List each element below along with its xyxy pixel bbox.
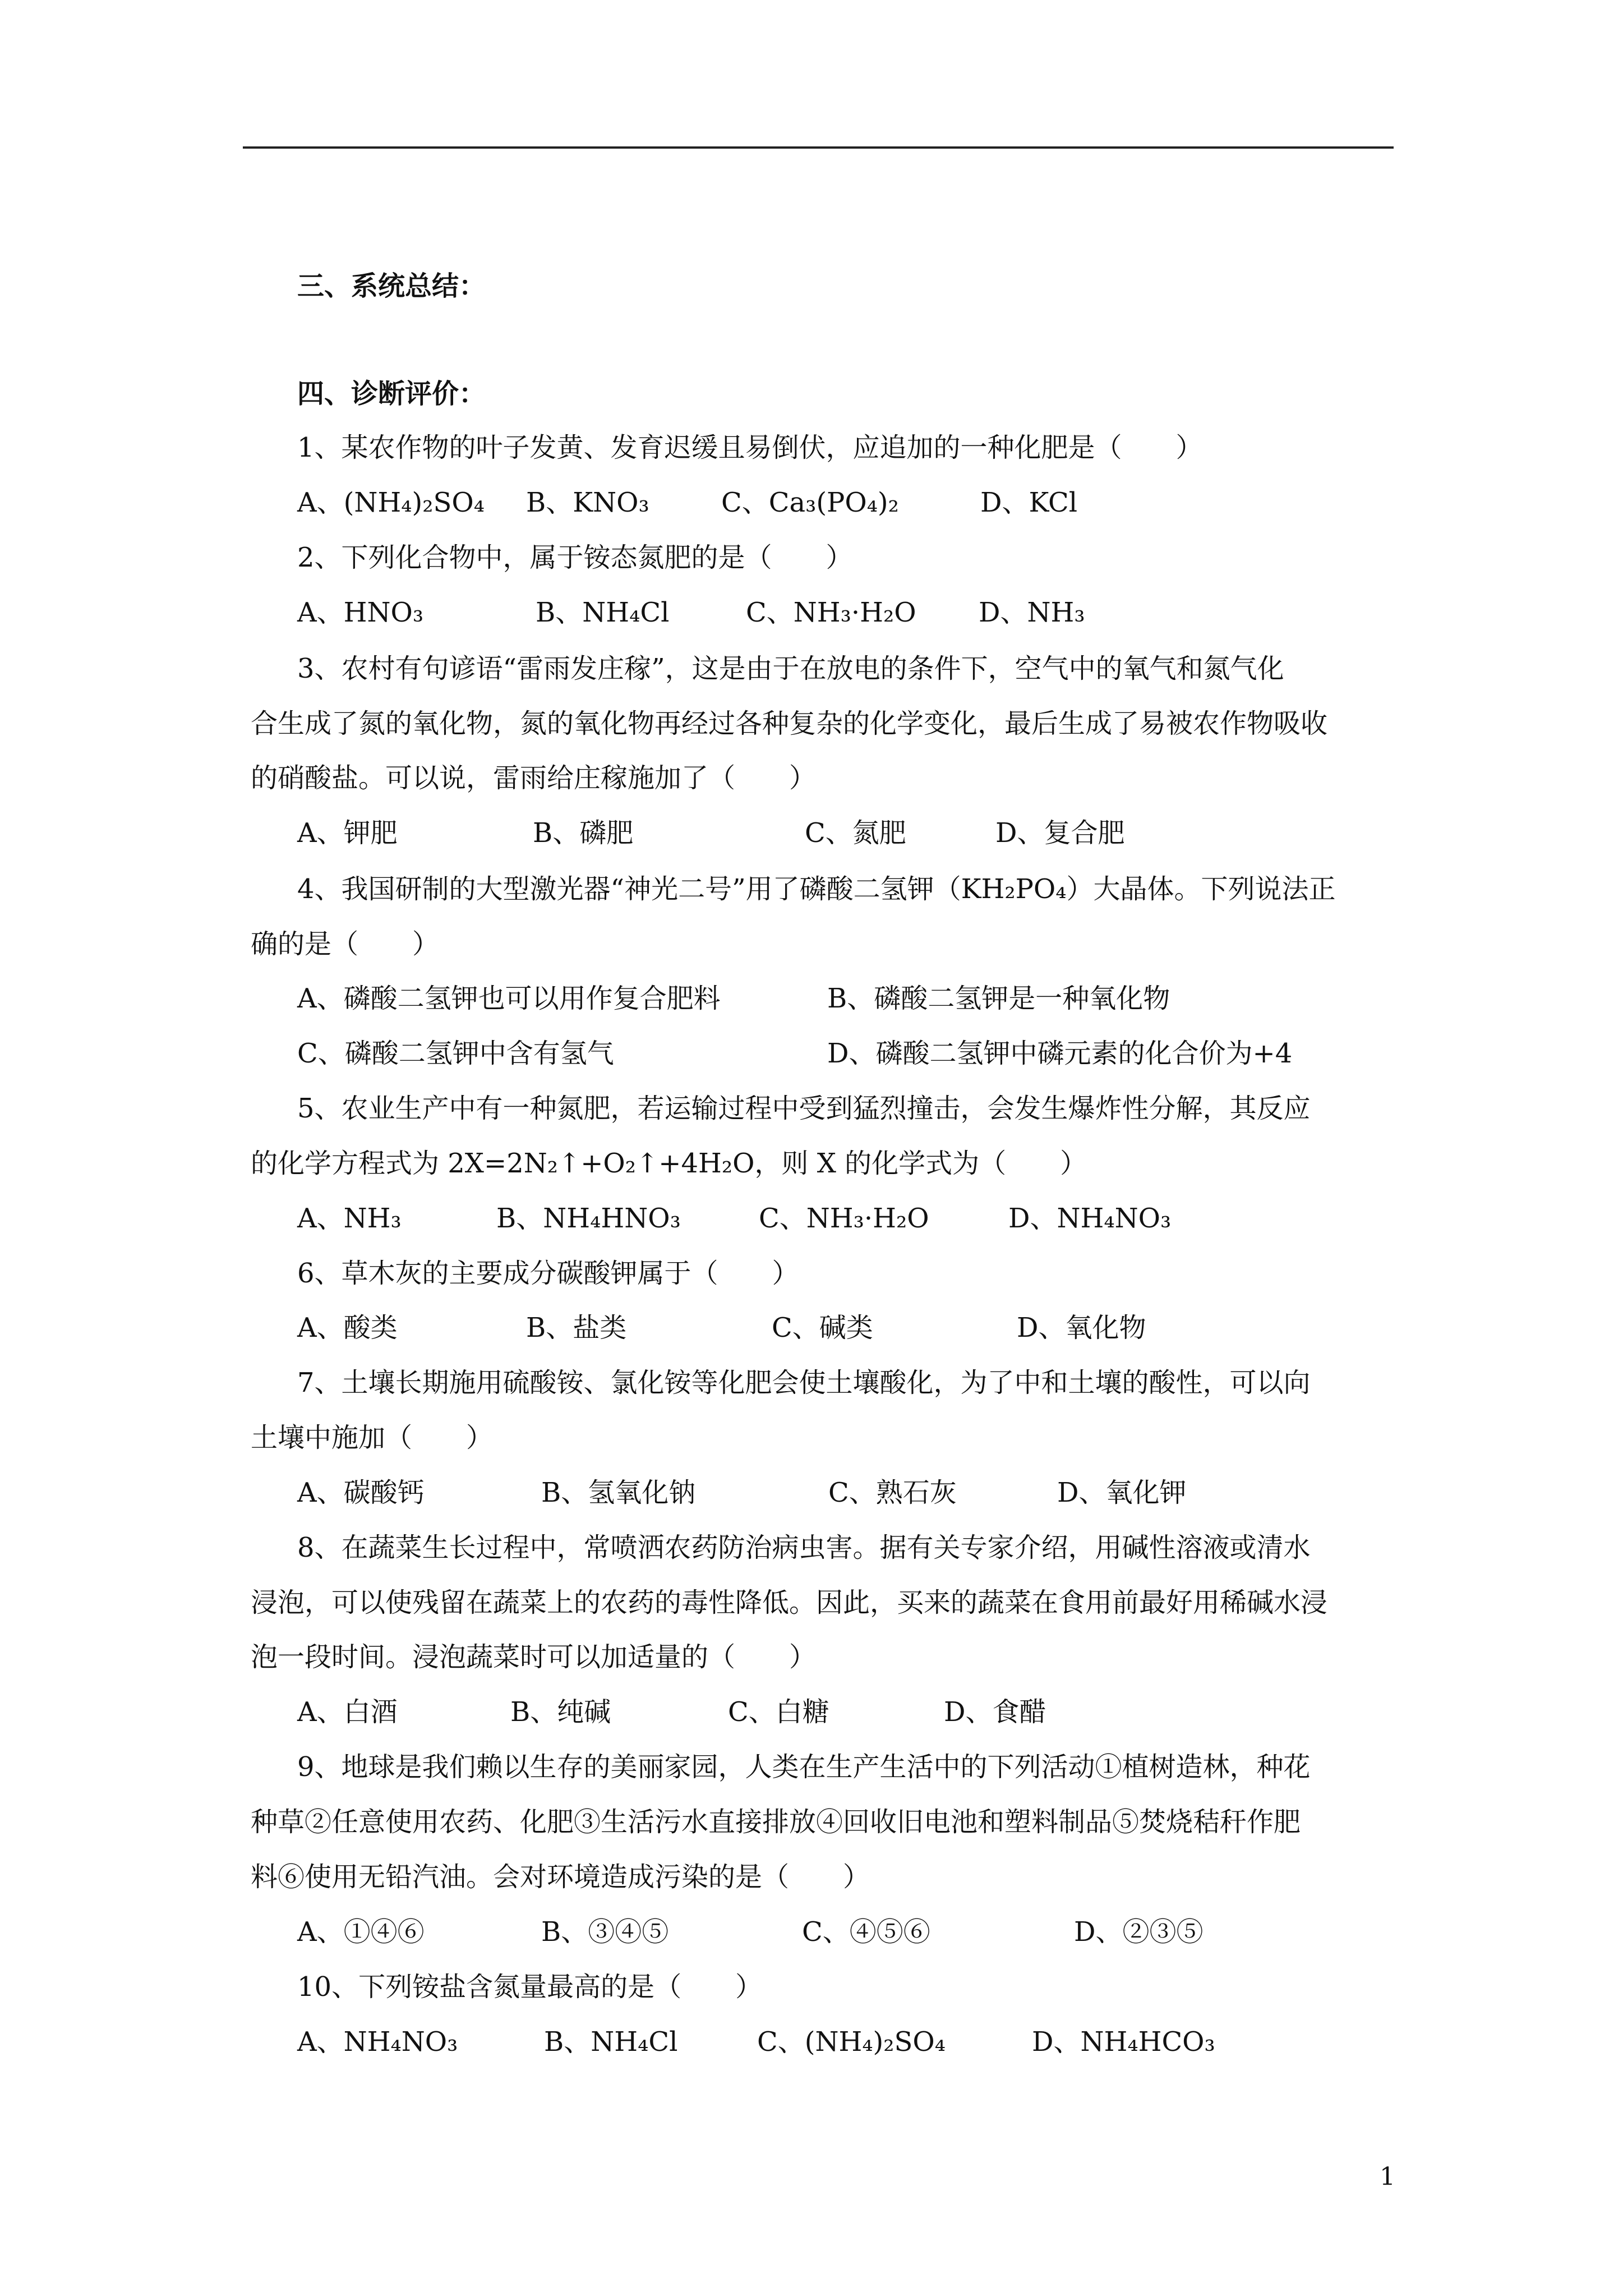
question-8-text-line-3: 泡一段时间。浸泡蔬菜时可以加适量的（ ） [251, 1641, 817, 1673]
question-3-options [297, 816, 1125, 850]
question-5-options [297, 1202, 1171, 1235]
option-d: D、NH₄HCO₃ [1032, 2026, 1215, 2058]
option-a: A、钾肥 [297, 817, 398, 849]
question-9-text: 9、地球是我们赖以生存的美丽家园，人类在生产生活中的下列活动①植树造林，种花 [297, 1751, 1311, 1783]
option-b: B、磷酸二氢钾是一种氧化物 [827, 983, 1170, 1014]
option-c: C、(NH₄)₂SO₄ [757, 2026, 946, 2058]
option-c: C、氮肥 [805, 817, 906, 849]
option-c: C、NH₃·H₂O [759, 1203, 929, 1234]
option-d: D、氧化钾 [1057, 1477, 1187, 1508]
option-c: C、白糖 [728, 1696, 829, 1728]
question-4-options-row-1 [297, 982, 1170, 1015]
option-b: B、KNO₃ [526, 487, 649, 518]
option-d: D、复合肥 [995, 817, 1125, 849]
question-6-text: 6、草木灰的主要成分碳酸钾属于（ ） [297, 1258, 799, 1289]
option-c: C、④⑤⑥ [802, 1916, 930, 1948]
option-a: A、磷酸二氢钾也可以用作复合肥料 [297, 983, 721, 1014]
header-rule [243, 146, 1394, 149]
question-1-text: 1、某农作物的叶子发黄、发育迟缓且易倒伏，应追加的一种化肥是（ ） [297, 432, 1203, 463]
option-d: D、NH₃ [979, 597, 1085, 628]
option-d: D、磷酸二氢钾中磷元素的化合价为+4 [827, 1038, 1293, 1069]
question-4-text: 4、我国研制的大型激光器“神光二号”用了磷酸二氢钾（KH₂PO₄）大晶体。下列说法正 [297, 873, 1336, 905]
question-7-text-line-2: 土壤中施加（ ） [251, 1422, 494, 1453]
question-7-text: 7、土壤长期施用硫酸铵、氯化铵等化肥会使土壤酸化，为了中和土壤的酸性，可以向 [297, 1367, 1311, 1398]
question-4-text-line-2: 确的是（ ） [251, 928, 440, 960]
option-a: A、NH₄NO₃ [297, 2026, 458, 2058]
option-a: A、碳酸钙 [297, 1477, 425, 1508]
question-9-text-line-3: 料⑥使用无铅汽油。会对环境造成污染的是（ ） [251, 1861, 870, 1893]
question-2-options [297, 596, 1085, 629]
question-6-options [297, 1311, 1146, 1345]
option-c: C、NH₃·H₂O [746, 597, 916, 628]
question-10-text: 10、下列铵盐含氮量最高的是（ ） [297, 1971, 763, 2003]
section-heading-evaluation: 四、诊断评价： [297, 378, 486, 409]
option-b: B、NH₄Cl [544, 2026, 678, 2058]
question-3-text: 3、农村有句谚语“雷雨发庄稼”，这是由于在放电的条件下，空气中的氧气和氮气化 [297, 653, 1284, 684]
option-c: C、熟石灰 [828, 1477, 957, 1508]
section-heading-summary: 三、系统总结： [297, 270, 486, 302]
option-b: B、氢氧化钠 [541, 1477, 696, 1508]
question-3-text-line-2: 合生成了氮的氧化物，氮的氧化物再经过各种复杂的化学变化，最后生成了易被农作物吸收 [251, 708, 1328, 739]
option-c: C、碱类 [772, 1312, 873, 1343]
question-5-text: 5、农业生产中有一种氮肥，若运输过程中受到猛烈撞击，会发生爆炸性分解，其反应 [297, 1093, 1311, 1124]
option-b: B、③④⑤ [541, 1916, 669, 1948]
option-a: A、(NH₄)₂SO₄ [297, 487, 485, 518]
option-c: C、磷酸二氢钾中含有氢气 [297, 1038, 614, 1069]
page-number: 1 [1380, 2162, 1395, 2191]
option-b: B、NH₄HNO₃ [496, 1203, 681, 1234]
option-a: A、NH₃ [297, 1203, 402, 1234]
question-9-options [297, 1915, 1204, 1949]
question-1-options [297, 486, 1077, 519]
question-9-text-line-2: 种草②任意使用农药、化肥③生活污水直接排放④回收旧电池和塑料制品⑤焚烧秸秆作肥 [251, 1806, 1301, 1838]
question-8-options [297, 1695, 1046, 1729]
question-10-options [297, 2025, 1215, 2059]
question-4-options-row-2 [297, 1037, 1292, 1070]
question-7-options [297, 1476, 1187, 1510]
option-d: D、KCl [980, 487, 1078, 518]
option-b: B、盐类 [526, 1312, 627, 1343]
question-8-text: 8、在蔬菜生长过程中，常喷洒农药防治病虫害。据有关专家介绍，用碱性溶液或清水 [297, 1532, 1311, 1563]
question-3-text-line-3: 的硝酸盐。可以说，雷雨给庄稼施加了（ ） [251, 762, 817, 794]
option-b: B、纯碱 [510, 1696, 611, 1728]
option-d: D、氧化物 [1017, 1312, 1146, 1343]
option-d: D、②③⑤ [1074, 1916, 1204, 1948]
option-b: B、NH₄Cl [536, 597, 670, 628]
option-d: D、食醋 [944, 1696, 1046, 1728]
option-b: B、磷肥 [533, 817, 634, 849]
question-8-text-line-2: 浸泡，可以使残留在蔬菜上的农药的毒性降低。因此，买来的蔬菜在食用前最好用稀碱水浸 [251, 1587, 1328, 1618]
option-d: D、NH₄NO₃ [1008, 1203, 1172, 1234]
option-a: A、酸类 [297, 1312, 398, 1343]
option-a: A、①④⑥ [297, 1916, 425, 1948]
option-a: A、白酒 [297, 1696, 398, 1728]
question-2-text: 2、下列化合物中，属于铵态氮肥的是（ ） [297, 542, 853, 573]
option-a: A、HNO₃ [297, 597, 424, 628]
option-c: C、Ca₃(PO₄)₂ [721, 487, 899, 518]
question-5-text-line-2: 的化学方程式为 2X=2N₂↑+O₂↑+4H₂O，则 X 的化学式为（ ） [251, 1148, 1087, 1179]
